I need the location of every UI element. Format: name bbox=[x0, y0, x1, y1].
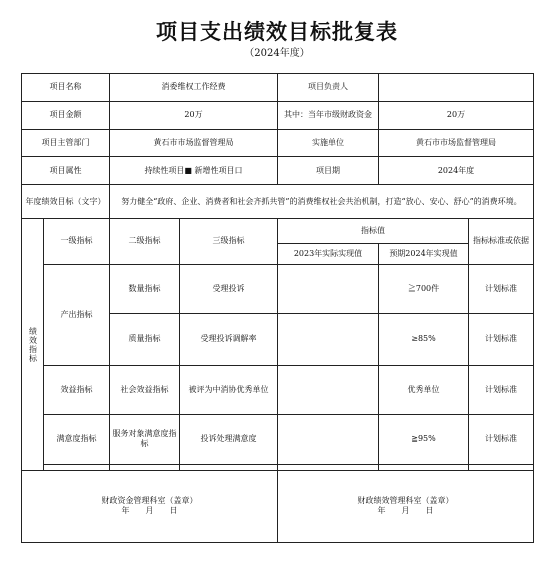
dept-value: 黄石市市场监督管理局 bbox=[110, 129, 278, 157]
indicator-basis: 计划标准 bbox=[469, 314, 534, 366]
project-name-label: 项目名称 bbox=[22, 74, 110, 102]
period-value: 2024年度 bbox=[379, 157, 534, 185]
indicator-level2: 质量指标 bbox=[110, 314, 180, 366]
indicator-level3: 受理投诉 bbox=[180, 264, 278, 313]
indicator-level1: 满意度指标 bbox=[44, 415, 110, 464]
header-basis: 指标标准或依据 bbox=[469, 219, 534, 264]
impl-value: 黄石市市场监督管理局 bbox=[379, 129, 534, 157]
table-row bbox=[22, 415, 534, 464]
amount-value: 20万 bbox=[110, 101, 278, 129]
impl-label: 实施单位 bbox=[278, 129, 379, 157]
header-value: 指标值 bbox=[278, 219, 469, 244]
header-expected-2024: 预期2024年实现值 bbox=[379, 244, 469, 265]
table-row bbox=[22, 264, 534, 313]
table-row bbox=[22, 129, 534, 157]
header-actual-2023: 2023年实际实现值 bbox=[278, 244, 379, 265]
indicator-level2: 数量指标 bbox=[110, 264, 180, 313]
attr-label: 项目属性 bbox=[22, 157, 110, 185]
indicator-basis: 计划标准 bbox=[469, 264, 534, 313]
indicator-actual bbox=[278, 264, 379, 313]
indicator-expected: ≧95% bbox=[379, 415, 469, 464]
page-title: 项目支出绩效目标批复表 bbox=[156, 20, 398, 44]
performance-office-signature bbox=[278, 470, 534, 542]
table-row bbox=[22, 470, 534, 542]
indicator-level3: 投诉处理满意度 bbox=[180, 415, 278, 464]
amount-label: 项目金额 bbox=[22, 101, 110, 129]
city-fund-value: 20万 bbox=[379, 101, 534, 129]
table-row bbox=[22, 157, 534, 185]
owner-value bbox=[379, 74, 534, 102]
table-row bbox=[22, 219, 534, 244]
project-name-value: 消委维权工作经费 bbox=[110, 74, 278, 102]
indicator-level1: 产出指标 bbox=[44, 264, 110, 365]
indicator-expected: ≧700件 bbox=[379, 264, 469, 313]
period-label: 项目期 bbox=[278, 157, 379, 185]
header-level3: 三级指标 bbox=[180, 219, 278, 264]
indicator-level2: 社会效益指标 bbox=[110, 365, 180, 414]
indicator-basis: 计划标准 bbox=[469, 365, 534, 414]
indicator-actual bbox=[278, 365, 379, 414]
signature-office: 财政资金管理科室（盖章） bbox=[101, 496, 198, 506]
indicator-level1: 效益指标 bbox=[44, 365, 110, 414]
goal-text: 努力健全“政府、企业、消费者和社会齐抓共管”的消费维权社会共治机制，打造“放心、安心、舒心”的消费环境。 bbox=[110, 185, 534, 219]
indicator-expected: 优秀单位 bbox=[379, 365, 469, 414]
page-subtitle: （2024年度） bbox=[244, 48, 310, 59]
approval-table bbox=[21, 73, 534, 543]
city-fund-label: 其中：当年市级财政资金 bbox=[278, 101, 379, 129]
signature-office: 财政绩效管理科室（盖章） bbox=[357, 496, 454, 506]
indicator-actual bbox=[278, 415, 379, 464]
owner-label: 项目负责人 bbox=[278, 74, 379, 102]
indicator-section-label: 绩效指标 bbox=[22, 219, 44, 470]
header-level2: 二级指标 bbox=[110, 219, 180, 264]
indicator-level2: 服务对象满意度指标 bbox=[110, 415, 180, 464]
signature-date: 年 月 日 bbox=[377, 506, 434, 516]
dept-label: 项目主管部门 bbox=[22, 129, 110, 157]
table-row bbox=[22, 101, 534, 129]
table-row bbox=[22, 74, 534, 102]
header-level1: 一级指标 bbox=[44, 219, 110, 264]
indicator-level3: 被评为中消协优秀单位 bbox=[180, 365, 278, 414]
table-row bbox=[22, 185, 534, 219]
goal-label: 年度绩效目标（文字） bbox=[22, 185, 110, 219]
indicator-actual bbox=[278, 314, 379, 366]
indicator-level3: 受理投诉调解率 bbox=[180, 314, 278, 366]
table-row bbox=[22, 365, 534, 414]
attr-value: 持续性项目■ 新增性项目口 bbox=[110, 157, 278, 185]
signature-date: 年 月 日 bbox=[121, 506, 178, 516]
indicator-basis: 计划标准 bbox=[469, 415, 534, 464]
indicator-expected: ≥85% bbox=[379, 314, 469, 366]
finance-fund-office-signature bbox=[22, 470, 278, 542]
